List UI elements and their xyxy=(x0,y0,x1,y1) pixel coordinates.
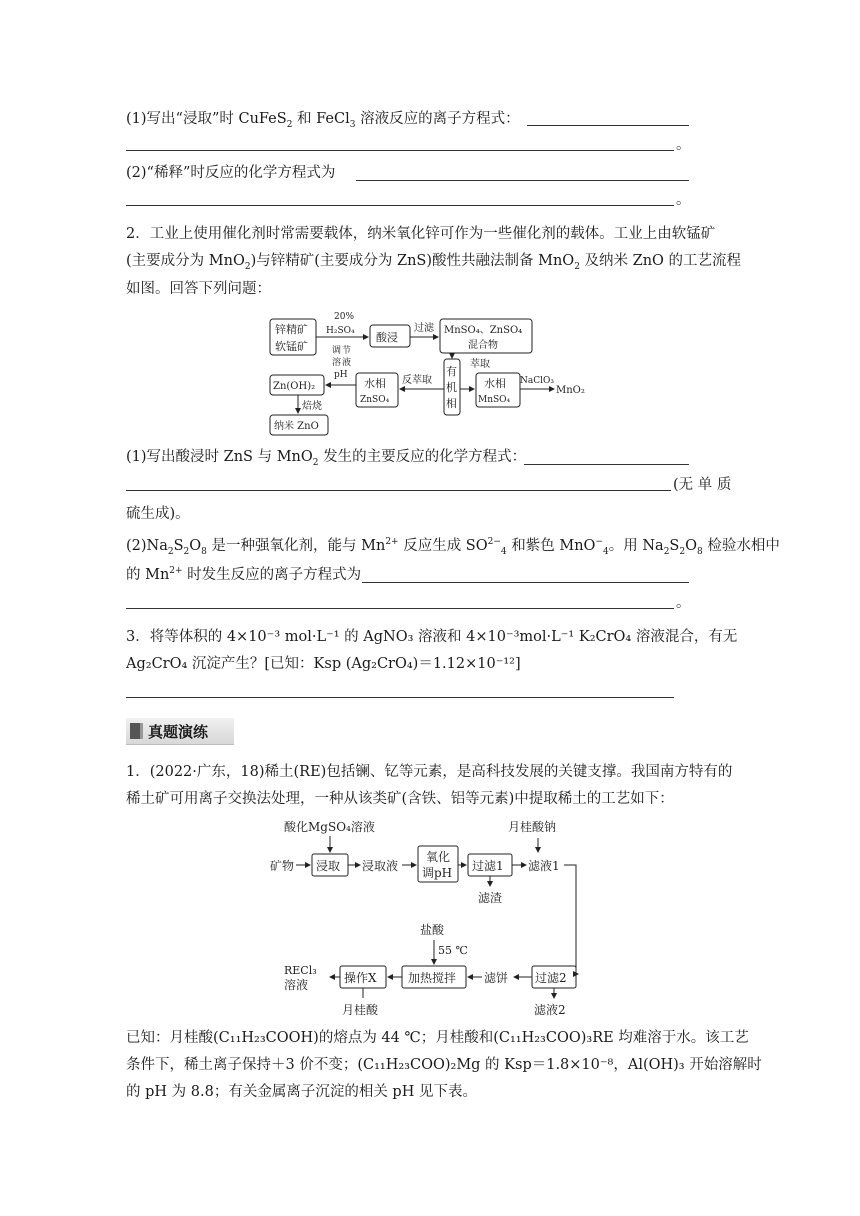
r1-known-line3: 的 pH 为 8.8；有关金属离子沉淀的相关 pH 见下表。 xyxy=(126,1084,477,1100)
subscript: 3 xyxy=(349,119,356,130)
flow-label: 水相 xyxy=(484,377,506,390)
text: 。用 Na xyxy=(608,538,664,554)
flow-label: 过滤1 xyxy=(472,859,504,873)
subscript: 2 xyxy=(244,261,251,272)
q1-part2-text: (2)“稀释”时反应的化学方程式为 xyxy=(126,165,336,181)
q3-line2: Ag₂CrO₄ 沉淀产生？[已知：Ksp (Ag₂CrO₄)＝1.12×10⁻¹²] xyxy=(126,656,521,672)
flow-label: 纳米 ZnO xyxy=(274,421,319,432)
superscript: 2+ xyxy=(169,566,183,577)
answer-blank[interactable] xyxy=(126,608,674,609)
flow-label: 萃取 xyxy=(470,359,490,370)
flow-label: 焙烧 xyxy=(302,401,322,412)
flow-label: 水相 xyxy=(364,377,386,390)
flow-label: 溶液 xyxy=(284,978,309,992)
text: O xyxy=(189,538,202,554)
flow-label: 相 xyxy=(446,397,457,410)
q3-line1: 3．将等体积的 4×10⁻³ mol·L⁻¹ 的 AgNO₃ 溶液和 4×10⁻³mol·L⁻¹ K₂CrO₄ 溶液混合，有无 xyxy=(126,629,738,645)
text: 的 Mn xyxy=(126,567,170,583)
answer-blank[interactable] xyxy=(126,490,671,491)
flow-label: ZnSO₄ xyxy=(360,395,390,405)
q1-part1-prefix: (1)写出“浸取”时 CuFeS xyxy=(126,111,287,127)
flow-label: 机 xyxy=(446,381,457,394)
q1-part1-line xyxy=(126,109,746,129)
flow-label: 月桂酸钠 xyxy=(508,820,557,834)
flow-label: 55 ℃ xyxy=(438,944,468,957)
q1-part1-suffix: 溶液反应的离子方程式： xyxy=(355,111,520,127)
subscript: 2 xyxy=(574,261,580,272)
period: 。 xyxy=(676,595,691,611)
r1-known-line2: 条件下，稀土离子保持＋3 价不变；(C₁₁H₂₃COO)₂Mg 的 Ksp＝1.8×10⁻⁸，Al(OH)₃ 开始溶解时 xyxy=(126,1057,762,1073)
text: 检验水相中 xyxy=(702,538,780,554)
flow-label: 液 xyxy=(342,358,352,368)
zno-process-flow-diagram xyxy=(262,305,602,437)
q2-line2b: )与锌精矿(主要成分为 ZnS)酸性共融法制备 MnO xyxy=(250,253,575,269)
r1-known-line1: 已知：月桂酸(C₁₁H₂₃COOH)的熔点为 44 ℃；月桂酸和(C₁₁H₂₃COO)₃RE 均难溶于水。该工艺 xyxy=(126,1030,749,1046)
text: 时发生反应的离子方程式为 xyxy=(182,567,362,583)
q2-p1a: (1)写出酸浸时 ZnS 与 MnO xyxy=(126,449,313,465)
superscript: 2+ xyxy=(385,537,399,548)
flow-label: 软锰矿 xyxy=(275,340,308,353)
answer-blank[interactable] xyxy=(527,125,689,126)
flow-label: MnSO₄、ZnSO₄ xyxy=(444,325,523,336)
q2-p1-cont: 硫生成)。 xyxy=(126,506,190,522)
answer-blank[interactable] xyxy=(356,180,689,181)
flow-label: 滤液2 xyxy=(534,1003,566,1017)
rare-earth-process-flow-diagram xyxy=(270,816,590,1022)
flow-label: 溶 xyxy=(332,358,342,368)
section-header xyxy=(126,718,234,745)
flow-label: 锌精矿 xyxy=(275,323,308,336)
period: 。 xyxy=(676,137,691,153)
flow-label: RECl₃ xyxy=(284,964,317,977)
superscript: 2− xyxy=(487,537,501,548)
flow-label: 调 xyxy=(332,346,342,356)
flow-label: 过滤2 xyxy=(535,971,567,985)
flow-label: MnO₂ xyxy=(556,385,585,396)
flow-label: 反萃取 xyxy=(402,375,432,386)
flow-label: 混合物 xyxy=(468,340,498,351)
subscript: 8 xyxy=(696,546,703,557)
flow-label: 有 xyxy=(446,365,457,378)
section-bar-icon xyxy=(130,723,143,739)
section-title: 真题演练 xyxy=(148,723,209,741)
subscript: 2 xyxy=(679,546,686,557)
answer-blank[interactable] xyxy=(126,697,674,698)
text: S xyxy=(173,538,184,554)
flow-label: 过滤 xyxy=(414,323,434,334)
q2-line2a: (主要成分为 MnO xyxy=(126,253,245,269)
subscript: 2 xyxy=(286,119,293,130)
flow-label: 滤渣 xyxy=(478,891,503,905)
superscript: − xyxy=(595,537,603,548)
subscript: 8 xyxy=(201,546,207,557)
q2-line3: 如图。回答下列问题： xyxy=(126,281,271,297)
q2-p1-tail: (无 单 质 xyxy=(673,477,732,493)
flow-label: 矿物 xyxy=(270,859,295,873)
flow-label: 酸化MgSO₄溶液 xyxy=(284,820,375,834)
r1-line1: 1．(2022·广东，18)稀土(RE)包括镧、钇等元素，是高科技发展的关键支撑。我国南方特有的 xyxy=(126,764,733,780)
text: (2)Na xyxy=(126,538,168,554)
flow-label: NaClO₃ xyxy=(520,376,554,386)
subscript: 2 xyxy=(312,457,319,468)
text: O xyxy=(685,538,697,554)
flow-label: 盐酸 xyxy=(420,923,445,937)
subscript: 4 xyxy=(500,546,507,557)
flow-label: 20% xyxy=(334,312,355,322)
flow-label: 节 xyxy=(342,346,352,356)
flow-label: 加热搅拌 xyxy=(408,971,457,985)
flow-label: 操作X xyxy=(344,971,377,985)
subscript: 4 xyxy=(603,546,609,557)
q2-p1b: 发生的主要反应的化学方程式： xyxy=(318,449,527,465)
text: S xyxy=(669,538,680,554)
flow-label: 调pH xyxy=(422,866,453,880)
flow-label: MnSO₄ xyxy=(478,395,511,405)
q1-part1-mid: 和 FeCl xyxy=(292,111,350,127)
q2-line2c: 及纳米 ZnO 的工艺流程 xyxy=(579,253,742,269)
flow-label: 酸浸 xyxy=(376,331,398,344)
period: 。 xyxy=(676,192,691,208)
flow-label: 滤液1 xyxy=(528,859,560,873)
flow-label: Zn(OH)₂ xyxy=(273,381,316,392)
q2-p2-line xyxy=(126,536,780,557)
q2-line2 xyxy=(126,251,746,271)
flow-label: 浸取液 xyxy=(362,859,399,873)
flow-label: H₂SO₄ xyxy=(326,326,355,336)
flow-label: pH xyxy=(334,370,348,380)
subscript: 2 xyxy=(663,546,670,557)
q2-line1: 2．工业上使用催化剂时常需要载体，纳米氧化锌可作为一些催化剂的载体。工业上由软锰矿 xyxy=(126,226,716,242)
r1-line2: 稀土矿可用离子交换法处理，一种从该类矿(含铁、铝等元素)中提取稀土的工艺如下： xyxy=(126,791,674,807)
flow-label: 月桂酸 xyxy=(342,1003,379,1017)
answer-blank[interactable] xyxy=(362,582,689,583)
answer-blank[interactable] xyxy=(126,150,674,151)
text: 是一种强氧化剂，能与 Mn xyxy=(206,538,386,554)
subscript: 2 xyxy=(183,546,190,557)
flow-label: 浸取 xyxy=(316,859,341,873)
flow-label: 滤饼 xyxy=(484,971,509,985)
text: 和紫色 MnO xyxy=(506,538,596,554)
flow-label: 氧化 xyxy=(426,850,451,864)
subscript: 2 xyxy=(167,546,174,557)
text: 反应生成 SO xyxy=(398,538,488,554)
answer-blank[interactable] xyxy=(126,205,674,206)
answer-blank[interactable] xyxy=(524,464,689,465)
